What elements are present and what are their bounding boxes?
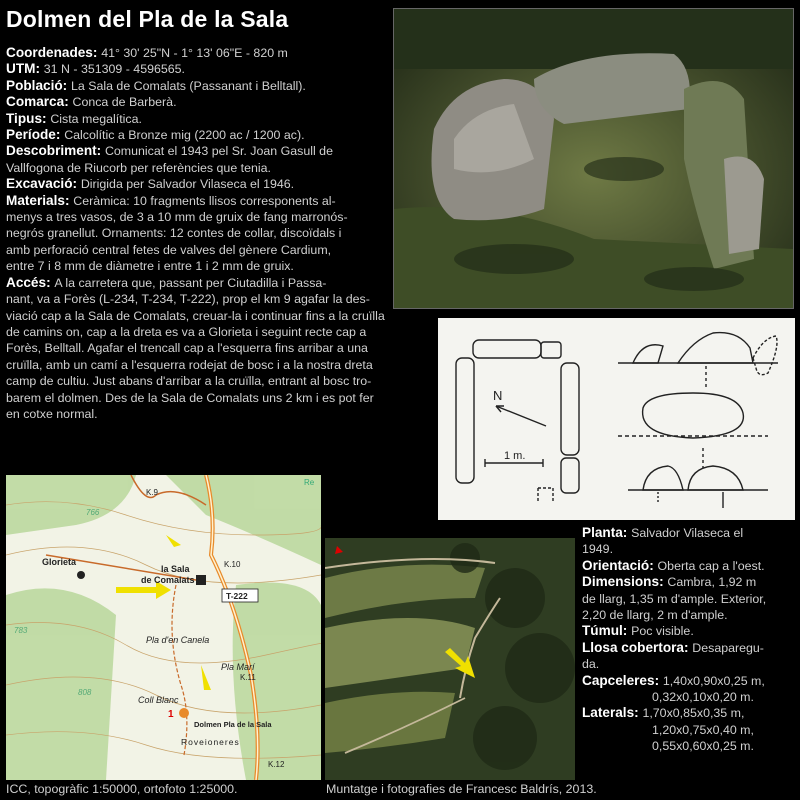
left-info-value-line: Conca de Barberà. xyxy=(72,95,177,110)
left-info-value-line: viació cap a la Sala de Comalats, creuar-la i continuar fins a la cruïlla xyxy=(6,308,385,323)
right-info-value-line: 0,32x0,10x0,20 m. xyxy=(652,690,754,705)
left-info-value-line: cruïlla, amb un camí a l'esquerra rodejat de bosc i a la nostra dreta xyxy=(6,357,373,372)
left-info-key: Període xyxy=(6,127,56,143)
left-info-key: Coordenades xyxy=(6,45,93,60)
map-label-pla-canela: Pla d'en Canela xyxy=(146,635,210,645)
left-info-value-line: nant, va a Forès (L-234, T-234, T-222), prop el km 9 agafar la des- xyxy=(6,292,370,307)
left-info-per-ode: Període: Calcolític a Bronze mig (2200 ac / 1200 ac). xyxy=(6,127,305,143)
left-info-key: UTM xyxy=(6,61,36,77)
map-label-k11: K.11 xyxy=(240,673,256,682)
left-info-key: Comarca xyxy=(6,94,65,110)
right-info-key: Llosa cobertora xyxy=(582,639,684,655)
map-label-783: 783 xyxy=(14,626,28,635)
right-info-value-line: Cambra, 1,92 m xyxy=(667,575,757,590)
left-info-value-line: Dirigida per Salvador Vilaseca el 1946. xyxy=(80,177,295,192)
left-info-value-line: A la carretera que, passant per Ciutadilla i Passa- xyxy=(54,275,327,290)
map-label-k9: K.9 xyxy=(146,488,159,497)
left-info-key: Tipus xyxy=(6,110,43,126)
left-info-materials: Materials: Ceràmica: 10 fragments llisos corresponents al- menys a tres vasos, de 3 a 10 mm de gruix de fang marronós- negrós granellut. Ornaments: 12 contes de collar, discoïdals i amb perforació central fetes de valves del gènere Cardium, entre 7 i 8 mm de diàmetre i entre 1 i 2 mm de gruix. xyxy=(6,192,348,274)
right-info-t-mul: Túmul: Poc visible. xyxy=(582,623,694,639)
left-info-value-line: en cotxe normal. xyxy=(6,406,98,421)
left-info-value-line: menys a tres vasos, de 3 a 10 mm de gruix de fang marronós- xyxy=(6,210,348,225)
map-label-dolmen: Dolmen Pla de la Sala xyxy=(194,720,272,729)
left-info-value-line: camp de cultiu. Just abans d'arribar a la cruïlla, entrant al bosc tro- xyxy=(6,374,372,389)
left-info-key: Descobriment xyxy=(6,143,97,159)
right-info-value-line: de llarg, 1,35 m d'ample. Exterior, xyxy=(582,591,767,606)
right-info-value-line: 1949. xyxy=(582,542,614,557)
map-label-glorieta: Glorieta xyxy=(42,557,77,567)
left-info-value-line: de camins on, cap a la dreta es va a Glorieta i seguint recte cap a xyxy=(6,324,367,339)
right-info-value-line: da. xyxy=(582,657,600,672)
left-info-acc-s: Accés: A la carretera que, passant per Ciutadilla i Passa- nant, va a Forès (L-234, T-234, T-222), prop el km 9 agafar la des- viació cap a la Sala de Comalats, creuar-la i continuar fins a la cruïlla de camins on, cap a la dreta es va a Glorieta i seguint recte cap a Forès, Belltall. Agafar el trencall cap a l'esquerra fins arribar a una cruïlla, amb un camí a l'esquerra rodejat de bosc i a la nostra dreta camp de cultiu. Just abans d'arribar a la cruïlla, entrant al bosc tro- barem el dolmen. Des de la Sala de Comalats uns 2 km i es pot fer en cotxe normal. xyxy=(6,274,385,421)
map-label-roveioneres: Roveioneres xyxy=(181,737,240,747)
right-info-key: Orientació xyxy=(582,557,650,573)
left-info-value-line: Vallfogona de Riucorb per referències que tenia. xyxy=(6,160,271,175)
right-info-value-line: 2,20 de llarg, 2 m d'ample. xyxy=(582,608,728,623)
scale-label: 1 m. xyxy=(504,450,526,462)
right-info-key: Planta xyxy=(582,525,623,540)
left-info-value-line: Calcolític a Bronze mig (2200 ac / 1200 ac). xyxy=(64,128,305,143)
right-info-key: Dimensions xyxy=(582,574,660,590)
right-info-key: Laterals xyxy=(582,705,635,721)
map-label-k12: K.12 xyxy=(268,760,285,769)
right-info-panel xyxy=(582,525,794,755)
left-info-coordenades: Coordenades: 41° 30' 25"N - 1° 13' 06"E - 820 m xyxy=(6,45,288,60)
caption-left: ICC, topogràfic 1:50000, ortofoto 1:25000. xyxy=(6,782,238,796)
map-label-marker: 1 xyxy=(168,709,174,720)
right-info-key: Túmul xyxy=(582,623,623,639)
page-title: Dolmen del Pla de la Sala xyxy=(6,6,289,32)
left-info-descobriment: Descobriment: Comunicat el 1943 pel Sr. Joan Gasull de Vallfogona de Riucorb per referències que tenia. xyxy=(6,143,333,175)
right-info-orientaci-: Orientació: Oberta cap a l'oest. xyxy=(582,557,765,573)
topographic-map xyxy=(6,475,321,780)
left-info-value-line: barem el dolmen. Des de la Sala de Comalats uns 2 km i es pot fer xyxy=(6,390,374,405)
left-info-value-line: La Sala de Comalats (Passanant i Belltall). xyxy=(70,78,306,93)
right-info-key: Capceleres xyxy=(582,672,655,688)
map-label-766: 766 xyxy=(86,508,100,517)
north-label: N xyxy=(493,388,503,403)
right-info-value-line: 1,20x0,75x0,40 m, xyxy=(652,722,754,737)
map-label-re: Re xyxy=(304,478,315,487)
left-info-excavaci-: Excavació: Dirigida per Salvador Vilaseca el 1946. xyxy=(6,176,295,192)
left-info-key: Materials xyxy=(6,192,65,208)
left-info-key: Excavació xyxy=(6,176,73,192)
right-info-laterals: Laterals: 1,70x0,85x0,35 m, 1,20x0,75x0,40 m, 0,55x0,60x0,25 m. xyxy=(582,705,754,754)
left-info-tipus: Tipus: Cista megalítica. xyxy=(6,110,142,126)
right-info-value-line: 1,40x0,90x0,25 m, xyxy=(662,673,765,688)
orthophoto xyxy=(325,538,575,780)
left-info-key: Població xyxy=(6,77,63,93)
right-info-value-line: Desaparegu- xyxy=(692,640,764,655)
right-info-llosa-cobertora: Llosa cobertora: Desaparegu- da. xyxy=(582,639,764,672)
left-info-panel xyxy=(6,45,390,422)
left-info-value-line: negrós granellut. Ornaments: 12 contes de collar, discoïdals i xyxy=(6,226,342,241)
right-info-dimensions: Dimensions: Cambra, 1,92 m de llarg, 1,35 m d'ample. Exterior, 2,20 de llarg, 2 m d'ample. xyxy=(582,574,767,623)
map-label-coll-blanc: Coll Blanc xyxy=(138,695,179,705)
left-info-value-line: entre 7 i 8 mm de diàmetre i entre 1 i 2 mm de gruix. xyxy=(6,259,294,274)
left-info-value-line: Comunicat el 1943 pel Sr. Joan Gasull de xyxy=(104,144,333,159)
map-label-t222: T-222 xyxy=(226,591,248,601)
dolmen-photo xyxy=(393,8,794,309)
left-info-value-line: Cista megalítica. xyxy=(50,111,142,126)
right-info-value-line: Oberta cap a l'oest. xyxy=(657,558,765,573)
left-info-value-line: 31 N - 351309 - 4596565. xyxy=(43,62,185,77)
right-info-value-line: Salvador Vilaseca el xyxy=(631,526,744,540)
caption-right: Muntatge i fotografies de Francesc Baldrís, 2013. xyxy=(326,782,597,796)
right-info-value-line: 1,70x0,85x0,35 m, xyxy=(642,706,745,721)
map-label-pla-mari: Pla Marí xyxy=(221,662,255,672)
right-info-capceleres: Capceleres: 1,40x0,90x0,25 m, 0,32x0,10x0,20 m. xyxy=(582,672,765,705)
map-label-sala2: de Comalats xyxy=(141,575,195,585)
left-info-key: Accés xyxy=(6,274,47,290)
map-label-808: 808 xyxy=(78,688,92,697)
right-info-planta: Planta: Salvador Vilaseca el 1949. xyxy=(582,525,744,557)
dolmen-plan-drawing xyxy=(438,318,795,520)
right-info-value-line: 0,55x0,60x0,25 m. xyxy=(652,739,754,754)
map-label-sala1: la Sala xyxy=(161,564,190,574)
left-info-value-line: Forès, Belltall. Agafar el trencall cap a l'esquerra fins arribar a una xyxy=(6,341,368,356)
left-info-comarca: Comarca: Conca de Barberà. xyxy=(6,94,177,110)
left-info-value-line: Ceràmica: 10 fragments llisos corresponents al- xyxy=(73,193,336,208)
left-info-value-line: amb perforació central fetes de valves del gènere Cardium, xyxy=(6,242,332,257)
left-info-value-line: 41° 30' 25"N - 1° 13' 06"E - 820 m xyxy=(101,46,288,60)
left-info-utm: UTM: 31 N - 351309 - 4596565. xyxy=(6,61,185,77)
map-label-k10: K.10 xyxy=(224,560,241,569)
left-info-poblaci-: Població: La Sala de Comalats (Passanant i Belltall). xyxy=(6,77,306,93)
right-info-value-line: Poc visible. xyxy=(631,624,694,639)
